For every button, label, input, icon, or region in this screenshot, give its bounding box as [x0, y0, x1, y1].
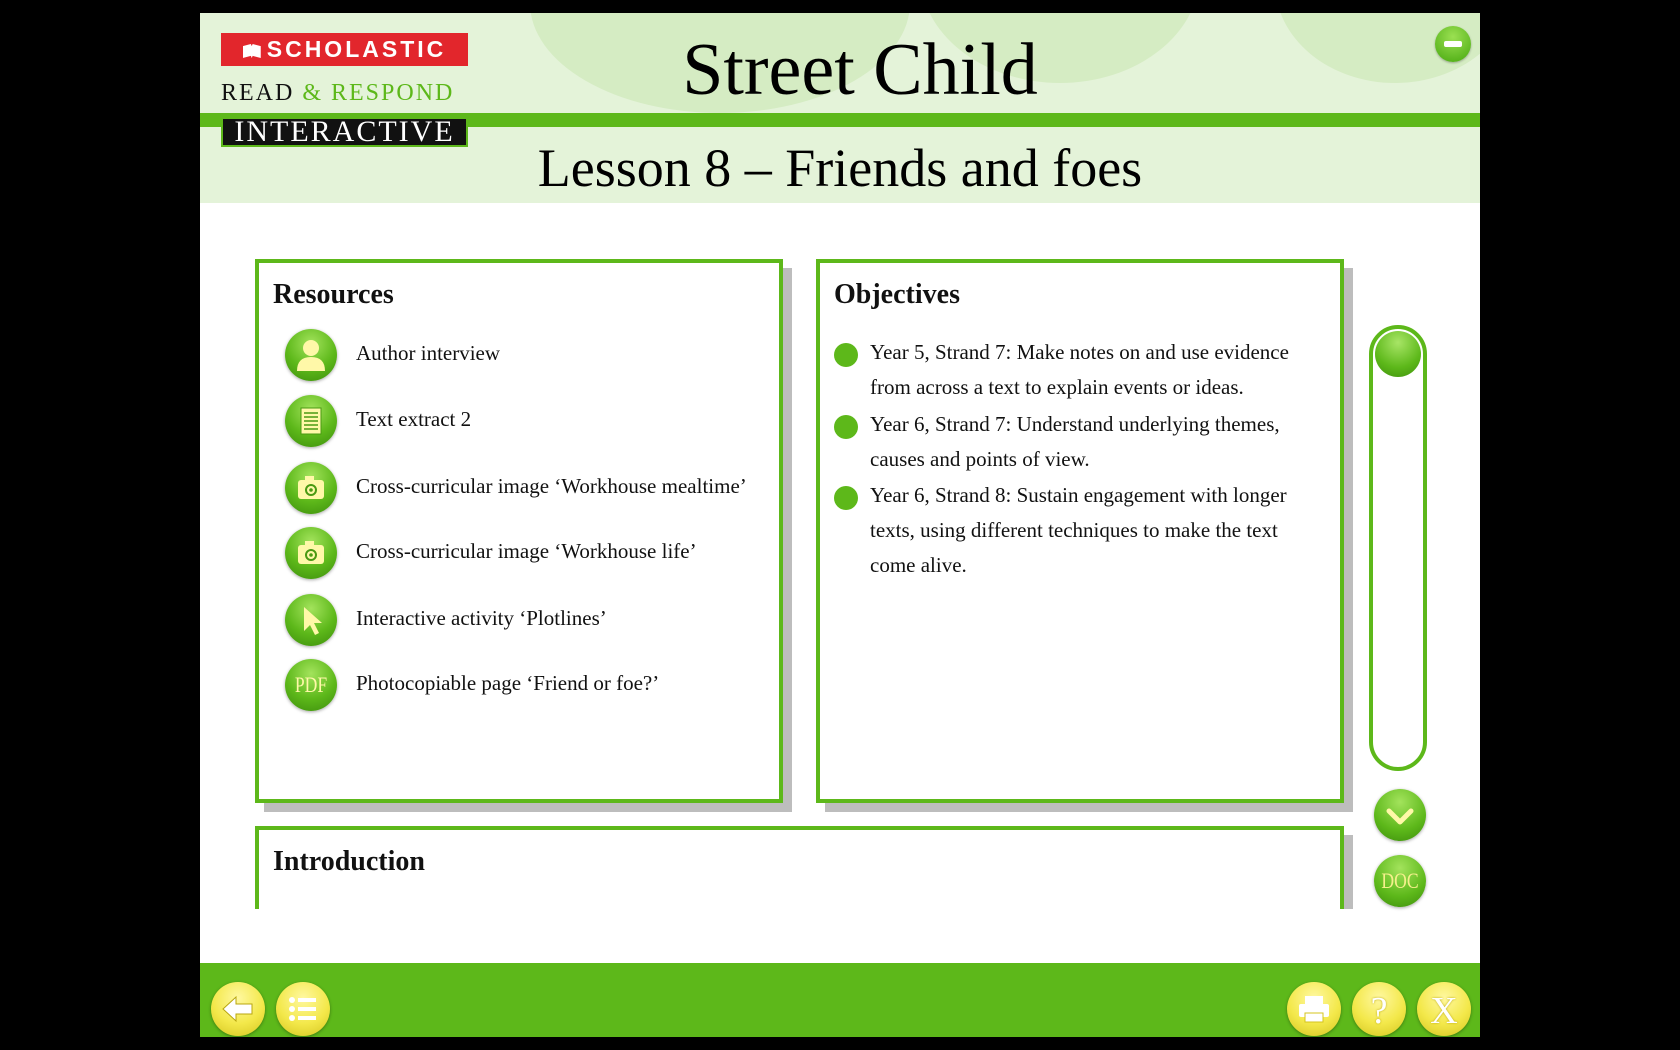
cursor-icon	[285, 594, 337, 646]
document-icon	[285, 395, 337, 447]
resource-author-interview[interactable]	[285, 329, 765, 385]
lesson-title: Lesson 8 – Friends and foes	[537, 138, 1143, 198]
resources-panel	[255, 259, 783, 803]
scrollbar-track[interactable]	[1369, 325, 1427, 771]
camera-icon	[285, 527, 337, 579]
resource-label: Text extract 2	[356, 407, 472, 431]
pdf-icon	[285, 659, 337, 711]
resource-image-workhouse-life[interactable]	[285, 527, 765, 583]
logo-read: READ	[221, 80, 295, 106]
printer-icon	[1287, 982, 1341, 1036]
bullet-icon	[834, 415, 858, 439]
arrow-left-icon	[211, 982, 265, 1036]
book-icon	[243, 44, 261, 58]
resource-label: Interactive activity ‘Plotlines’	[356, 606, 607, 630]
brand-name: SCHOLASTIC	[266, 36, 447, 62]
resource-text-extract[interactable]	[285, 395, 765, 451]
resource-label: Photocopiable page ‘Friend or foe?’	[356, 671, 660, 695]
scholastic-logo	[221, 33, 468, 66]
resource-image-mealtime[interactable]	[285, 462, 765, 518]
logo-respond: RESPOND	[331, 80, 455, 106]
resource-photocopiable-page[interactable]	[285, 659, 765, 715]
scroll-down-button[interactable]	[1374, 789, 1426, 841]
objective-text: Year 6, Strand 8: Sustain engagement with longer texts, using different techniques to make the text come alive.	[870, 483, 1287, 577]
introduction-heading: Introduction	[273, 846, 425, 877]
person-icon	[285, 329, 337, 381]
footer-toolbar	[200, 963, 1480, 1037]
bullet-icon	[834, 486, 858, 510]
doc-button[interactable]	[1374, 855, 1426, 907]
minimize-button[interactable]	[1435, 26, 1471, 62]
app-title: Street Child	[682, 29, 1038, 111]
header	[200, 13, 1480, 203]
close-icon: X	[1430, 990, 1458, 1032]
doc-label: DOC	[1381, 868, 1419, 893]
interactive-logo: INTERACTIVE	[221, 117, 468, 147]
app-window	[200, 13, 1480, 1037]
close-button[interactable]	[1417, 982, 1471, 1036]
print-button[interactable]	[1287, 982, 1341, 1036]
objective-text: Year 6, Strand 7: Understand underlying themes, causes and points of view.	[870, 412, 1280, 471]
camera-icon	[285, 462, 337, 514]
scrollbar-thumb[interactable]	[1375, 331, 1421, 377]
pdf-icon-text: PDF	[294, 672, 328, 697]
content-clip	[200, 909, 1480, 963]
logo-amp: &	[302, 80, 324, 106]
resources-heading: Resources	[273, 279, 394, 310]
help-button[interactable]	[1352, 982, 1406, 1036]
chevron-down-icon	[1374, 789, 1426, 841]
resource-label: Author interview	[356, 341, 501, 365]
question-icon: ?	[1370, 990, 1388, 1032]
resource-label: Cross-curricular image ‘Workhouse life’	[356, 539, 697, 563]
objectives-panel	[816, 259, 1344, 803]
resource-interactive-plotlines[interactable]	[285, 594, 765, 650]
objective-text: Year 5, Strand 7: Make notes on and use evidence from across a text to explain events or ideas.	[870, 340, 1289, 399]
read-respond-logo	[221, 79, 454, 107]
back-button[interactable]	[211, 982, 265, 1036]
list-icon	[276, 982, 330, 1036]
bullet-icon	[834, 343, 858, 367]
objectives-heading: Objectives	[834, 279, 960, 310]
resource-label: Cross-curricular image ‘Workhouse mealtime’	[356, 474, 747, 498]
menu-button[interactable]	[276, 982, 330, 1036]
minus-icon	[1444, 41, 1462, 47]
